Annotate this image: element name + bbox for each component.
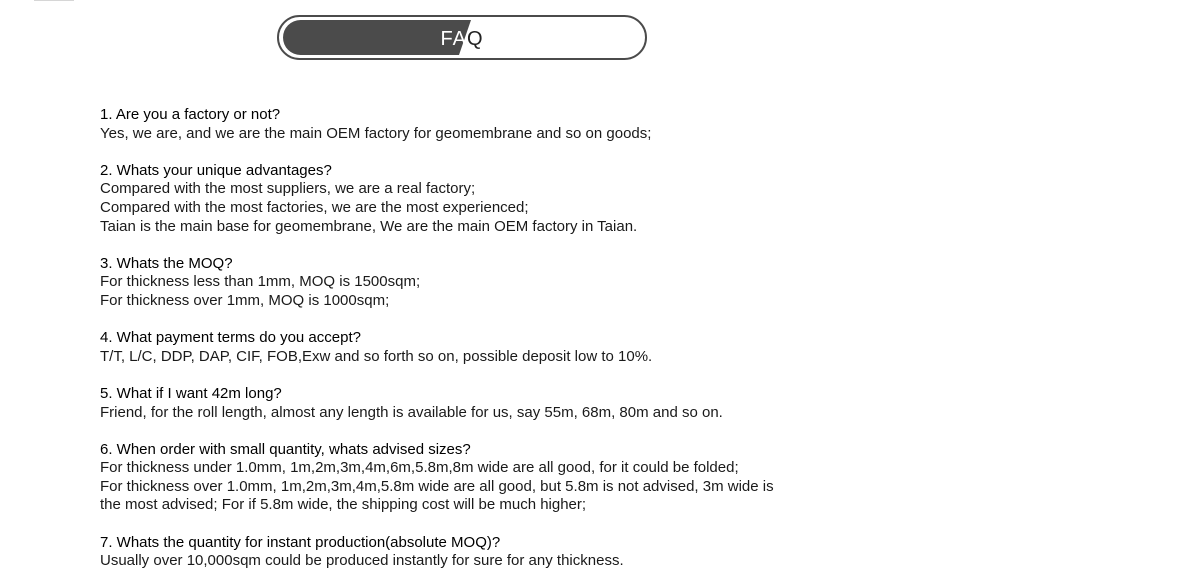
faq-title [279, 17, 645, 58]
faq-question: 6. When order with small quantity, whats advised sizes? [100, 440, 471, 458]
faq-question: 7. Whats the quantity for instant production(absolute MOQ)? [100, 533, 501, 551]
faq-answer-line: Compared with the most suppliers, we are a real factory; [100, 180, 476, 198]
faq-item-5 [100, 385, 860, 422]
faq-answer-line: For thickness over 1mm, MOQ is 1000sqm; [100, 291, 390, 309]
faq-question: 3. Whats the MOQ? [100, 254, 233, 272]
faq-question: 1. Are you a factory or not? [100, 106, 281, 123]
faq-item-4 [100, 329, 860, 366]
faq-item-7 [100, 534, 860, 571]
faq-title-part2: Q [466, 28, 484, 50]
faq-question: 5. What if I want 42m long? [100, 384, 282, 402]
faq-list [100, 106, 860, 571]
faq-answer-line: Friend, for the roll length, almost any length is available for us, say 55m, 68m, 80m and so on. [100, 403, 723, 421]
faq-answer-line: the most advised; For if 5.8m wide, the shipping cost will be much higher; [100, 496, 587, 514]
faq-answer-line: Compared with the most factories, we are the most experienced; [100, 198, 529, 216]
faq-item-2 [100, 162, 860, 236]
faq-title-part1: FA [440, 28, 467, 50]
faq-question: 2. Whats your unique advantages? [100, 161, 332, 179]
faq-answer-line: For thickness under 1.0mm, 1m,2m,3m,4m,6m,5.8m,8m wide are all good, for it could be folded; [100, 459, 739, 477]
faq-answer-line: Taian is the main base for geomembrane, We are the main OEM factory in Taian. [100, 217, 638, 235]
faq-answer-line: Yes, we are, and we are the main OEM factory for geomembrane and so on goods; [100, 124, 652, 142]
faq-item-3 [100, 255, 860, 311]
faq-item-1 [100, 106, 860, 143]
faq-answer-line: For thickness over 1.0mm, 1m,2m,3m,4m,5.8m wide are all good, but 5.8m is not advised, 3m wide is [100, 477, 774, 495]
top-left-divider [34, 0, 74, 1]
faq-banner [277, 15, 647, 60]
faq-item-6 [100, 441, 860, 515]
faq-question: 4. What payment terms do you accept? [100, 329, 361, 347]
faq-answer-line: For thickness less than 1mm, MOQ is 1500sqm; [100, 273, 421, 291]
faq-answer-line: T/T, L/C, DDP, DAP, CIF, FOB,Exw and so forth so on, possible deposit low to 10%. [100, 347, 653, 365]
faq-answer-line: Usually over 10,000sqm could be produced instantly for sure for any thickness. [100, 552, 624, 570]
